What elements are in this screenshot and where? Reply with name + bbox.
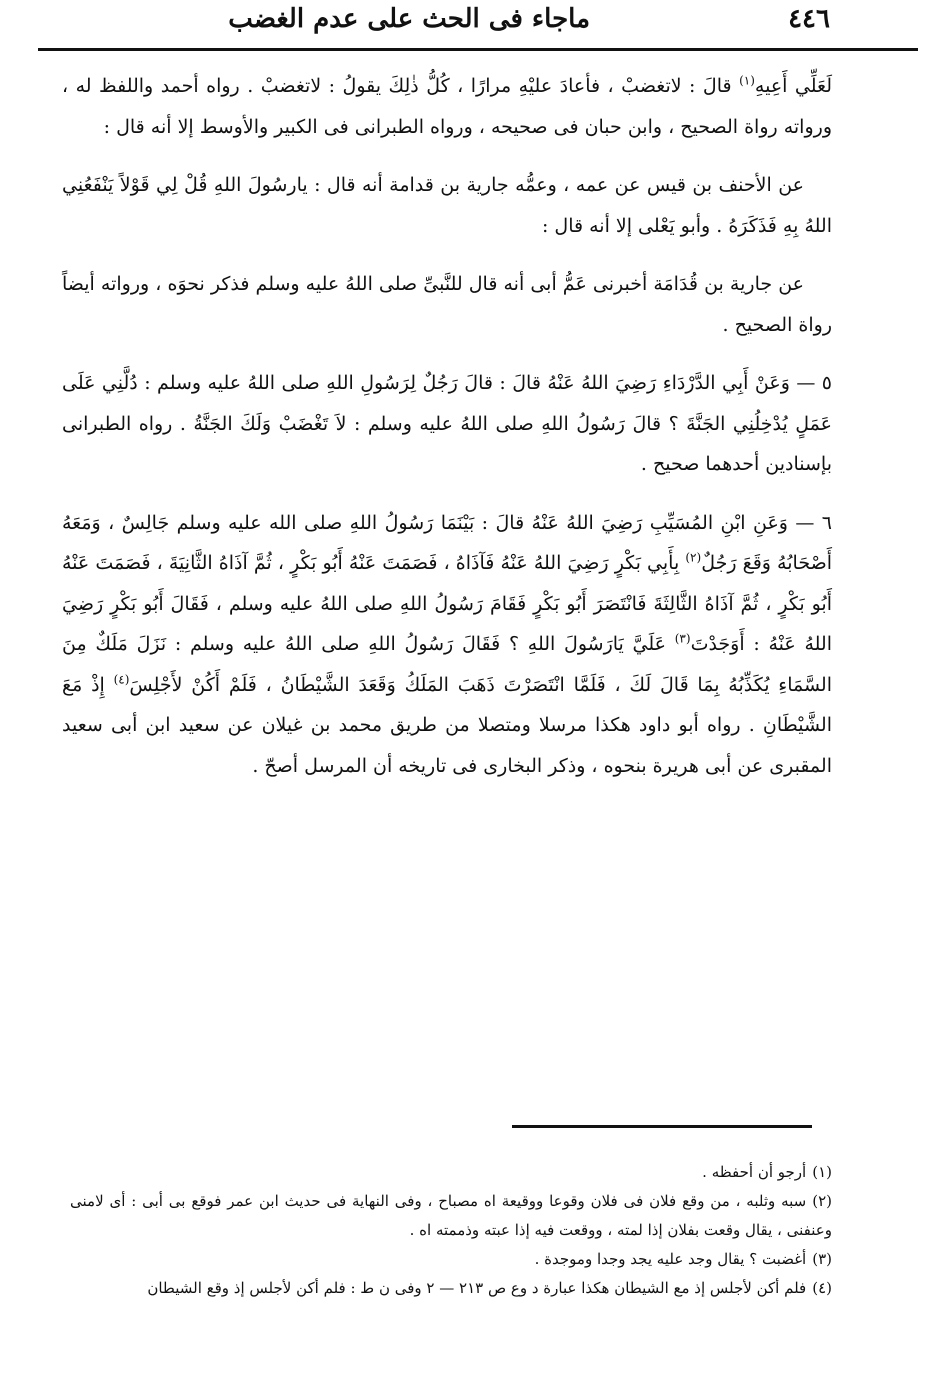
- header-rule: [38, 48, 918, 51]
- hadith-text: بِأَبِي بَكْرٍ رَضِيَ اللهُ عَنْهُ فَآذَاهُ ، فَصَمَتَ عَنْهُ أَبُو بَكْرٍ ، ثُمَّ آذَاهُ الثَّانِيَةَ ، فَصَمَتَ عَنْهُ أَبُو بَكْرٍ ، ثُمَّ آذَاهُ الثَّالِثَةَ فَانْتَصَرَ أَبُو بَكْرٍ فَقَامَ رَسُولُ اللهِ صلى اللهُ عليه وسلم ، فَقَالَ أَبُو بَكْرٍ رَضِيَ اللهُ عَنْهُ : أَوَجَدْتَ: [62, 552, 832, 655]
- footnote-text: فلم أكن لأجلس إذ مع الشيطان هكذا عبارة د وع ص ٢١٣ — ٢ وفى ن ط : فلم أكن لأجلس إذ وقع الشيطان: [147, 1279, 807, 1297]
- footnote-number: (٣): [812, 1250, 832, 1268]
- page-number: ٤٤٦: [788, 4, 830, 34]
- hadith-text: عَلَيَّ يَارَسُولَ اللهِ ؟ فَقَالَ رَسُولُ اللهِ صلى اللهُ عليه وسلم : نَزَلَ مَلَكٌ مِنَ السَّمَاءِ يُكَذِّبُهُ بِمَا قَالَ لَكَ ، فَلَمَّا انْتَصَرْتَ ذَهَبَ المَلَكُ وَقَعَدَ الشَّيْطَانُ ، فَلَمْ أَكُنْ لأَجْلِسَ: [62, 633, 833, 696]
- footnote-number: (٢): [812, 1192, 832, 1210]
- variant-narration-1: عن الأحنف بن قيس عن عمه ، وعمُّه جارية بن قدامة أنه قال : يارسُولَ اللهِ قُلْ لِي قَوْلاً يَنْفَعُنِي اللهُ بِهِ فَذَكَرَهُ . وأبو يَعْلى إلا أنه قال :: [62, 174, 832, 237]
- running-title: ماجاء فى الحث على عدم الغضب: [228, 4, 590, 34]
- hadith-text: إِذْ مَعَ الشَّيْطَانِ . رواه أبو داود هكذا مرسلا ومتصلا من طريق محمد بن غيلان عن سعيد ابن أبى سعيد المقبرى عن أبى هريرة بنحوه ، وذكر البخارى فى تاريخه أن المرسل أصحّ .: [62, 673, 832, 777]
- footnote-rule: [512, 1125, 812, 1128]
- hadith-6: [62, 503, 832, 787]
- hadith-text: لَعَلِّي أَعِيهِ: [754, 75, 832, 97]
- hadith-continuation: [62, 66, 832, 147]
- footnote-1: [70, 1158, 832, 1187]
- hadith-text: ٦ — وَعَنِ ابْنِ المُسَيِّبِ رَضِيَ اللهُ عَنْهُ قالَ : بَيْنَمَا رَسُولُ اللهِ صلى الله عليه وسلم جَالِسٌ ، وَمَعَهُ أَصْحَابُهُ وَقَعَ رَجُلٌ: [62, 511, 832, 574]
- main-text: [62, 66, 832, 786]
- variant-narration-2: عن جارية بن قُدَامَة أخبرنى عَمُّ أبى أنه قال للنَّبىِّ صلى اللهُ عليه وسلم فذكر نحوَه ، ورواته أيضاً رواة الصحيح .: [62, 273, 832, 336]
- hadith-text: قالَ : لاتغضبْ ، فأعادَ عليْهِ مرارًا ، كُلُّ ذٰلِكَ يقولُ : لاتغضبْ .: [247, 75, 740, 97]
- footnote-ref-2: (٢): [685, 550, 702, 565]
- footnote-ref-1: (١): [739, 73, 755, 88]
- footnote-ref-3: (٣): [674, 631, 691, 646]
- hadith-5: ٥ — وَعَنْ أَبِي الدَّرْدَاءِ رَضِيَ اللهُ عَنْهُ قالَ : قالَ رَجُلٌ لِرَسُولِ اللهِ صلى اللهُ عليه وسلم : دُلَّنِي عَلَى عَمَلٍ يُدْخِلُنِي الجَنَّةَ ؟ قالَ رَسُولُ اللهِ صلى اللهُ عليه وسلم : لاَ تَغْضَبْ وَلَكَ الجَنَّةُ . رواه الطبرانى بإسنادين أحدهما صحيح .: [62, 372, 832, 475]
- footnote-3: [70, 1245, 832, 1274]
- footnote-text: أغضبت ؟ يقال وجد عليه يجد وجدا وموجدة .: [534, 1250, 807, 1268]
- footnote-number: (٤): [812, 1279, 832, 1297]
- footnote-4: [70, 1274, 832, 1303]
- source-note: رواه أحمد واللفظ له ، ورواته رواة الصحيح ، وابن حبان فى صحيحه ، ورواه الطبرانى فى الكبير والأوسط إلا أنه قال :: [62, 75, 832, 138]
- footnotes: [70, 1158, 832, 1303]
- footnote-ref-4: (٤): [113, 672, 130, 687]
- footnote-number: (١): [812, 1163, 832, 1181]
- footnote-text: أرجو أن أحفظه .: [702, 1163, 807, 1181]
- footnote-text: سبه وثلبه ، من وقع فلان فى فلان وقوعا ووقيعة اه مصباح ، وفى النهاية فى حديث ابن عمر فوقع بى أبى : أى لامنى وعنفنى ، يقال وقعت بفلان إذا لمته ، ووقعت فيه إذا عبته وذممته اه .: [70, 1192, 832, 1239]
- footnote-2: [70, 1187, 832, 1245]
